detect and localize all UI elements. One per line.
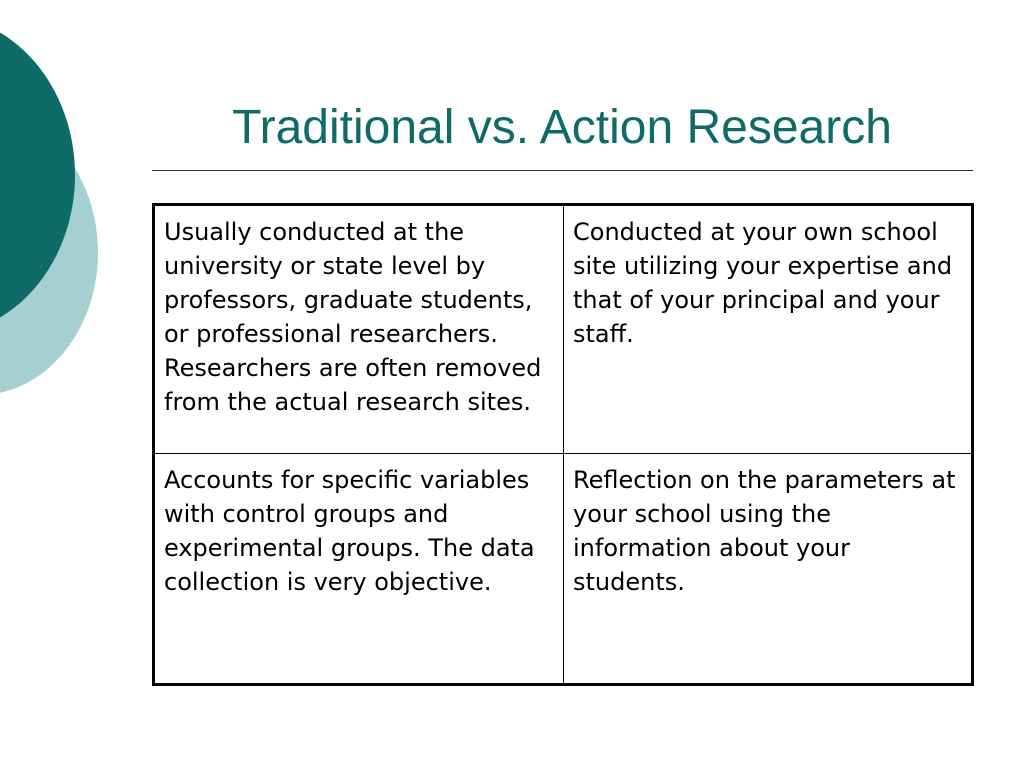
slide-title: Traditional vs. Action Research: [232, 101, 892, 154]
table-cell-traditional-setting: Usually conducted at the university or state level by professors, graduate students, or professional researchers. Researchers are often removed from the actual research sites.: [155, 206, 564, 454]
comparison-table: [152, 203, 974, 686]
table-cell-action-method: Reflection on the parameters at your school using the information about your students.: [573, 466, 956, 596]
title-divider: [152, 170, 973, 171]
table-cell-traditional-method: Accounts for specific variables with control groups and experimental groups. The data collection is very objective.: [155, 454, 564, 683]
table-cell-action-setting: Conducted at your own school site utilizing your expertise and that of your principal and your staff.: [564, 206, 971, 454]
